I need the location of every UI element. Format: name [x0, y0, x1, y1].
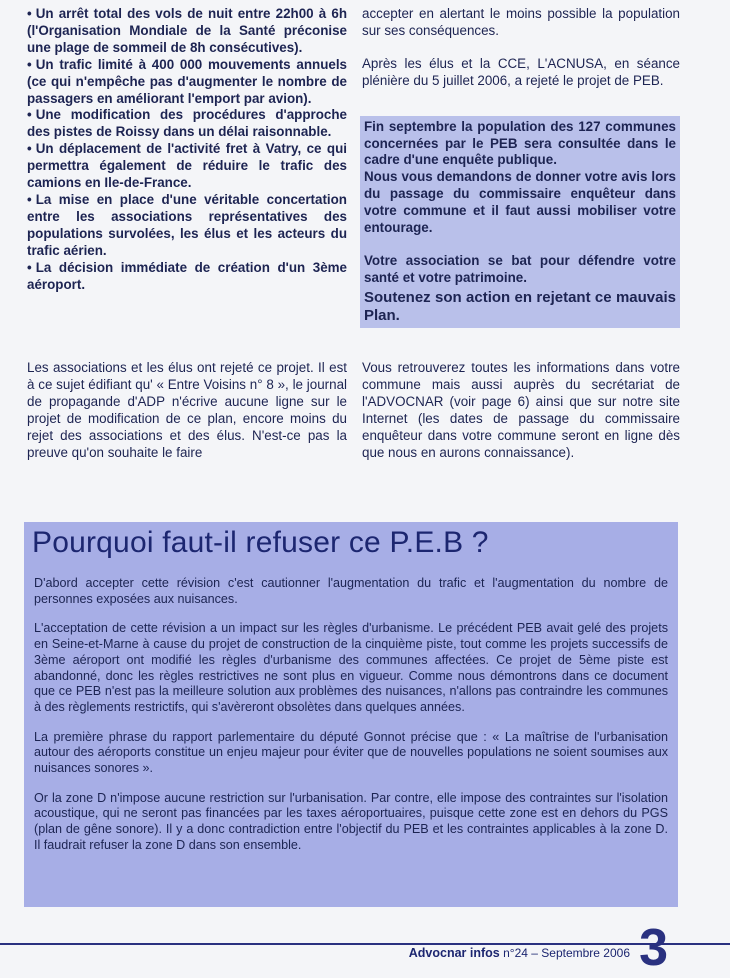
paragraph: Les associations et les élus ont rejeté ce projet. Il est à ce sujet édifiant qu' « Entre Voisins n° 8 », le journal de propagande d'ADP n'écrive aucune ligne sur le projet de modification de ce plan, encore moins du rejet des associations et des élus. N'est-ce pas la preuve qu'on souhaite le faire [27, 360, 347, 460]
bullet-item: • Un arrêt total des vols de nuit entre 22h00 à 6h (l'Organisation Mondiale de la Santé préconise une plage de sommeil de 8h consécutives). [27, 6, 347, 55]
paragraph: Après les élus et la CCE, L'ACNUSA, en séance plénière du 5 juillet 2006, a rejeté le projet de PEB. [362, 55, 680, 88]
peb-paragraph: La première phrase du rapport parlementaire du député Gonnot précise que : « La maîtrise de l'urbanisation autour des aéroports constitue un enjeu majeur pour éviter que de nouvelles populations ne soient soumises aux nuisances sonores ». [34, 729, 668, 776]
bullet-item: • Un trafic limité à 400 000 mouvements annuels (ce qui n'empêche pas d'augmenter le nombre de passagers en améliorant l'emport par avion). [27, 56, 347, 106]
section-title: Pourquoi faut-il refuser ce P.E.B ? [32, 526, 489, 559]
highlight-callout: Soutenez son action en rejetant ce mauvais Plan. [364, 288, 676, 324]
bullet-item: • Une modification des procédures d'approche des pistes de Roissy dans un délai raisonnable. [27, 107, 347, 140]
right-column-bottom [362, 360, 680, 461]
right-column-top [362, 6, 680, 328]
highlight-box [360, 116, 680, 328]
paragraph: Vous retrouverez toutes les informations dans votre commune mais aussi auprès du secrétariat de l'ADVOCNAR (voir page 6) ainsi que sur notre site Internet (les dates de passage du commissaire enquêteur dans votre commune seront en ligne dès que nous en aurons connaissance). [362, 360, 680, 460]
footer-issue: n°24 – Septembre 2006 [503, 946, 630, 960]
footer-divider [0, 943, 730, 945]
highlight-paragraph: Votre association se bat pour défendre votre santé et votre patrimoine. [364, 252, 676, 285]
page-number: 3 [639, 919, 668, 977]
bullet-item: • La décision immédiate de création d'un 3ème aéroport. [27, 259, 347, 292]
paragraph: accepter en alertant le moins possible la population sur ses conséquences. [362, 6, 680, 38]
highlight-paragraph: Fin septembre la population des 127 communes concernées par le PEB sera consultée dans le cadre d'une enquête publique. [364, 118, 676, 168]
footer [409, 946, 630, 960]
peb-paragraph: D'abord accepter cette révision c'est cautionner l'augmentation du trafic et l'augmentation du nombre de personnes exposées aux nuisances. [34, 576, 668, 606]
bullet-item: • Un déplacement de l'activité fret à Vatry, ce qui permettra également de réduire le trafic des camions en Ile-de-France. [27, 141, 347, 191]
peb-section [24, 522, 678, 907]
bullet-item: • La mise en place d'une véritable concertation entre les associations représentatives des populations survolées, les élus et les acteurs du trafic aérien. [27, 191, 347, 258]
left-column-bottom [27, 360, 347, 461]
highlight-paragraph: Nous vous demandons de donner votre avis lors du passage du commissaire enquêteur dans votre commune et il faut aussi mobiliser votre entourage. [364, 169, 676, 236]
peb-paragraph: Or la zone D n'impose aucune restriction sur l'urbanisation. Par contre, elle impose des contraintes sur l'isolation acoustique, qui ne seront pas financées par les taxes aéroportuaires, puisque cette zone est en dehors du PGS (plan de gêne sonore). Il y a donc contradiction entre l'objectif du PEB et les contraintes applicables à la zone D. Il faudrait refuser la zone D dans son ensemble. [34, 790, 668, 852]
left-column-bullets [27, 6, 347, 293]
peb-paragraph: L'acceptation de cette révision a un impact sur les règles d'urbanisme. Le précédent PEB avait gelé des projets en Seine-et-Marne à cause du projet de construction de la cinquième piste, tout comme les projets successifs de 3ème aéroport ont modifié les règles d'urbanisme des communes affectées. Ce projet de 5ème piste est abandonné, donc les règles restrictives ne sont plus en vigueur. Comme nous démontrons dans ce document que ce PEB n'est pas la meilleure solution aux problèmes des nuisances, n'allons pas contraindre les communes à des règlements restrictifs, qui s'avèreront obsolètes dans quelques années. [34, 621, 668, 714]
footer-brand: Advocnar infos [408, 946, 500, 960]
